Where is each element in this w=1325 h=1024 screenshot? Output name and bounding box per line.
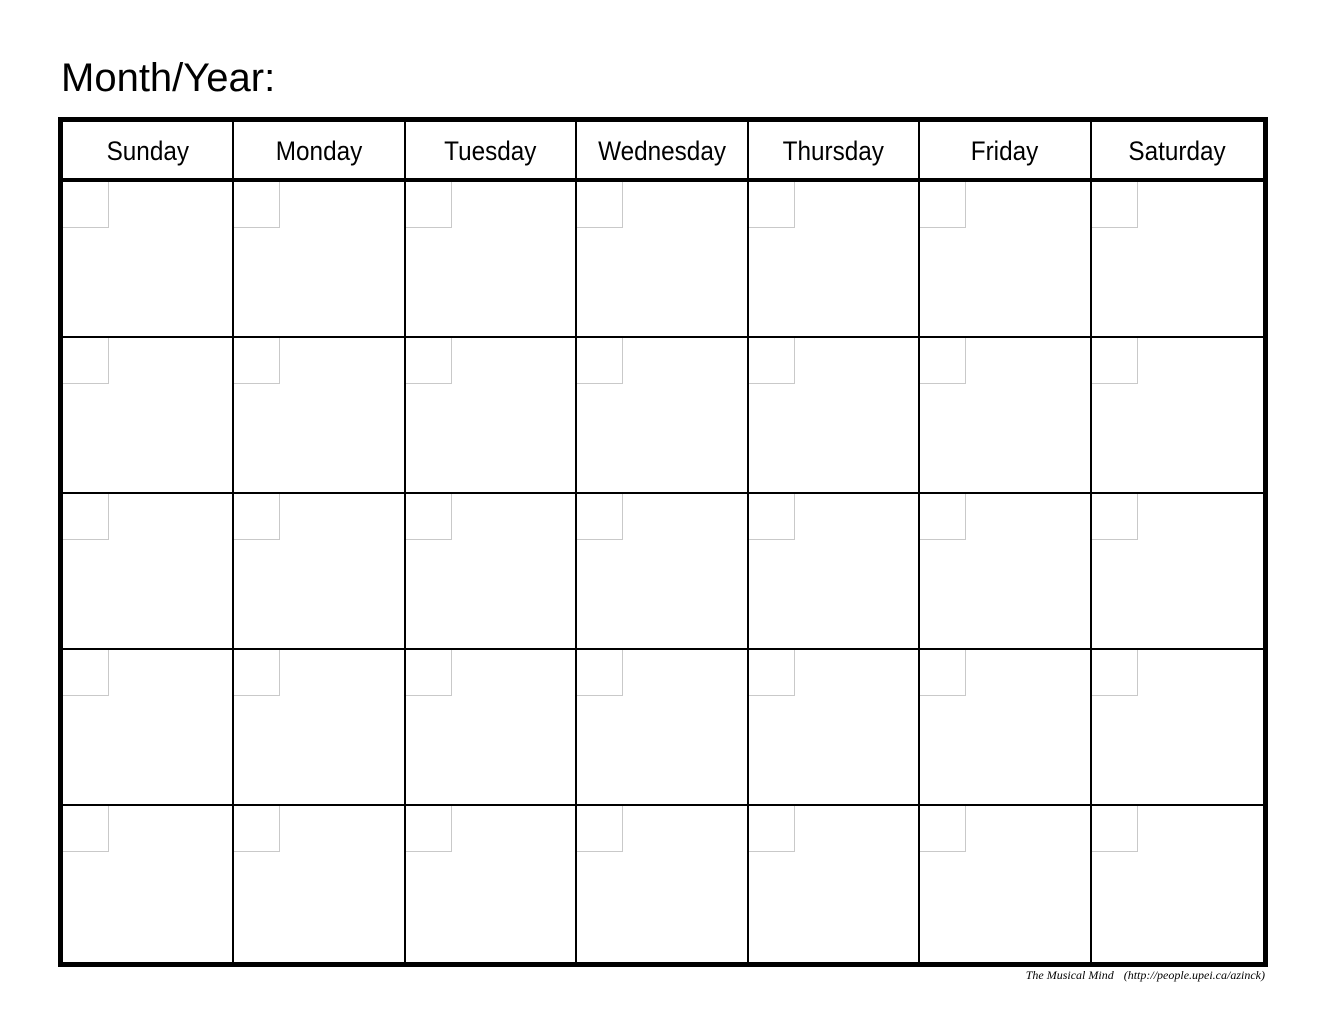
day-cell — [63, 182, 234, 338]
calendar-grid — [58, 117, 1268, 967]
day-cell — [406, 338, 577, 494]
day-cell — [63, 338, 234, 494]
day-cell — [234, 494, 405, 650]
day-cell — [1092, 650, 1263, 806]
day-cell — [234, 650, 405, 806]
day-cell — [406, 182, 577, 338]
date-number-box — [920, 650, 966, 696]
day-cell — [577, 806, 748, 962]
date-number-box — [63, 182, 109, 228]
day-label: Tuesday — [444, 135, 537, 166]
day-header-tuesday — [406, 122, 577, 182]
day-cell — [920, 338, 1091, 494]
date-number-box — [920, 494, 966, 540]
date-number-box — [577, 182, 623, 228]
footer-credit-name: The Musical Mind — [1025, 968, 1114, 982]
date-number-box — [406, 182, 452, 228]
day-label: Sunday — [106, 135, 189, 166]
day-cell — [577, 494, 748, 650]
day-label: Wednesday — [598, 135, 726, 166]
day-cell — [749, 806, 920, 962]
day-label: Friday — [971, 135, 1039, 166]
day-cell — [749, 338, 920, 494]
date-number-box — [749, 494, 795, 540]
day-cell — [63, 650, 234, 806]
day-cell — [920, 182, 1091, 338]
day-cell — [577, 650, 748, 806]
day-cell — [63, 494, 234, 650]
day-cell — [749, 494, 920, 650]
footer-credit — [1026, 967, 1265, 983]
day-label: Saturday — [1128, 135, 1226, 166]
date-number-box — [749, 650, 795, 696]
date-number-box — [749, 806, 795, 852]
day-cell — [577, 338, 748, 494]
date-number-box — [749, 338, 795, 384]
date-number-box — [234, 650, 280, 696]
date-number-box — [234, 338, 280, 384]
date-number-box — [234, 494, 280, 540]
date-number-box — [749, 182, 795, 228]
day-cell — [577, 182, 748, 338]
date-number-box — [920, 182, 966, 228]
date-number-box — [1092, 650, 1138, 696]
day-cell — [1092, 494, 1263, 650]
day-header-sunday — [63, 122, 234, 182]
date-number-box — [1092, 338, 1138, 384]
date-number-box — [577, 338, 623, 384]
date-number-box — [63, 650, 109, 696]
day-cell — [920, 806, 1091, 962]
day-cell — [920, 494, 1091, 650]
day-header-monday — [234, 122, 405, 182]
day-cell — [406, 650, 577, 806]
day-cell — [234, 806, 405, 962]
date-number-box — [1092, 182, 1138, 228]
date-number-box — [920, 338, 966, 384]
date-number-box — [1092, 494, 1138, 540]
day-cell — [1092, 806, 1263, 962]
date-number-box — [234, 806, 280, 852]
day-label: Monday — [275, 135, 363, 166]
day-header-saturday — [1092, 122, 1263, 182]
date-number-box — [406, 494, 452, 540]
date-number-box — [406, 338, 452, 384]
footer-credit-url: (http://people.upei.ca/azinck) — [1123, 968, 1265, 982]
day-header-friday — [920, 122, 1091, 182]
date-number-box — [1092, 806, 1138, 852]
day-header-thursday — [749, 122, 920, 182]
day-cell — [1092, 182, 1263, 338]
day-cell — [920, 650, 1091, 806]
date-number-box — [406, 806, 452, 852]
date-number-box — [577, 650, 623, 696]
day-cell — [406, 806, 577, 962]
date-number-box — [577, 806, 623, 852]
day-label: Thursday — [782, 135, 885, 166]
date-number-box — [406, 650, 452, 696]
day-cell — [234, 338, 405, 494]
date-number-box — [234, 182, 280, 228]
day-cell — [1092, 338, 1263, 494]
day-cell — [234, 182, 405, 338]
date-number-box — [63, 494, 109, 540]
date-number-box — [920, 806, 966, 852]
page-title: Month/Year: — [61, 56, 276, 100]
date-number-box — [63, 806, 109, 852]
day-cell — [406, 494, 577, 650]
day-header-wednesday — [577, 122, 748, 182]
day-cell — [749, 182, 920, 338]
day-cell — [749, 650, 920, 806]
date-number-box — [63, 338, 109, 384]
date-number-box — [577, 494, 623, 540]
day-cell — [63, 806, 234, 962]
